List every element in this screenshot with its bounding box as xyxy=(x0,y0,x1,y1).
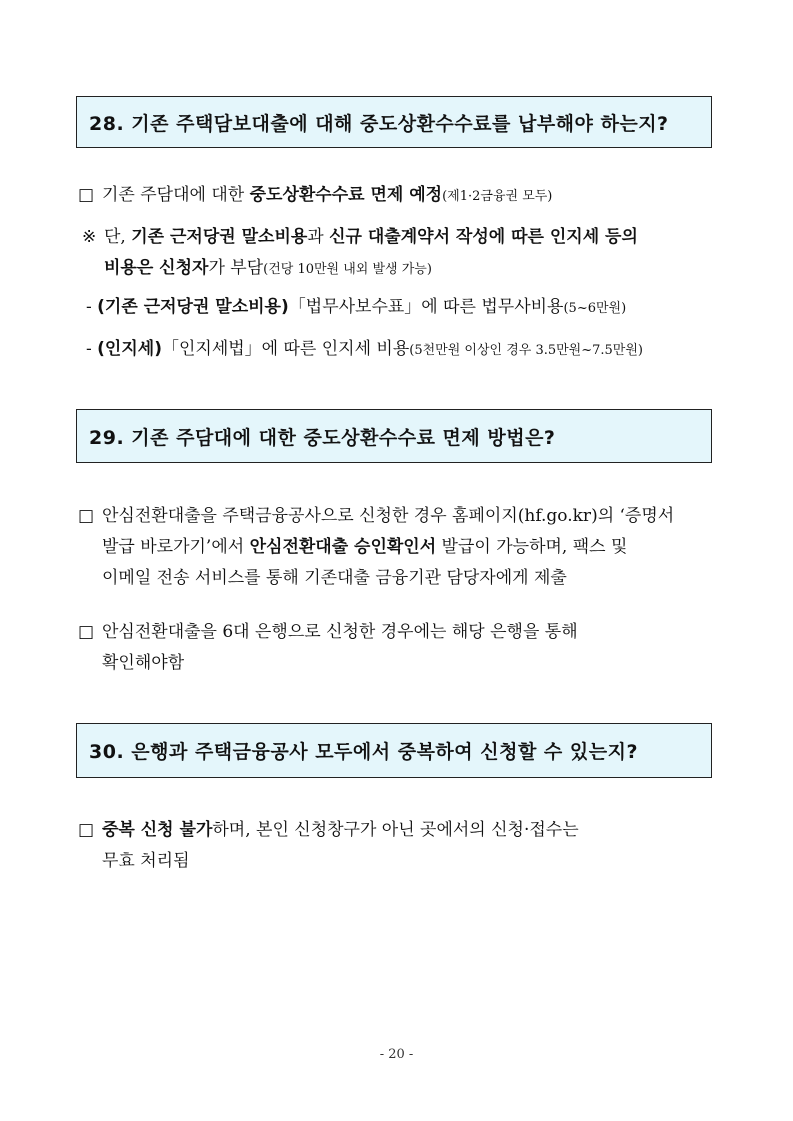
text: 이메일 전송 서비스를 통해 기존대출 금융기관 담당자에게 제출 xyxy=(102,568,567,588)
question-30-title: 30. 은행과 주택금융공사 모두에서 중복하여 신청할 수 있는지? xyxy=(89,741,638,763)
q28-note xyxy=(82,222,638,285)
dash: - xyxy=(86,297,98,317)
page-number: - 20 - xyxy=(379,1047,414,1062)
text: 무효 처리됨 xyxy=(102,851,190,871)
q28-sub-item-2 xyxy=(86,334,643,366)
text: 기존 주담대에 대한 xyxy=(102,185,250,205)
q29-paragraph-2 xyxy=(78,617,578,679)
checkbox-bullet-icon: □ xyxy=(78,820,95,840)
checkbox-bullet-icon: □ xyxy=(78,506,95,526)
reference-mark-icon: ※ xyxy=(82,227,97,247)
question-29-header xyxy=(76,409,712,463)
question-30-header xyxy=(76,723,712,778)
text: 「법무사보수표」에 따른 법무사비용 xyxy=(288,297,564,317)
bold-text: (인지세) xyxy=(97,339,162,359)
dash: - xyxy=(86,339,98,359)
checkbox-bullet-icon: □ xyxy=(78,622,95,642)
small-text: (5~6만원) xyxy=(563,301,627,316)
checkbox-bullet-icon: □ xyxy=(78,185,95,205)
question-28-title: 28. 기존 주택담보대출에 대해 중도상환수수료를 납부해야 하는지? xyxy=(89,112,669,135)
bold-text: 중도상환수수료 면제 예정 xyxy=(249,185,443,205)
text: 발급이 가능하며, 팩스 및 xyxy=(436,537,628,557)
small-text: (5천만원 이상인 경우 3.5만원~7.5만원) xyxy=(409,343,643,358)
question-29-title: 29. 기존 주담대에 대한 중도상환수수료 면제 방법은? xyxy=(89,426,556,449)
bold-text: 신규 대출계약서 작성에 따른 인지세 등의 xyxy=(329,227,638,247)
bold-text: 기존 근저당권 말소비용 xyxy=(131,227,308,247)
bold-text: (기존 근저당권 말소비용) xyxy=(97,297,289,317)
text: 가 부담 xyxy=(208,258,264,278)
text: 확인해야함 xyxy=(102,653,185,673)
text: 발급 바로가기’에서 xyxy=(102,537,250,557)
text: 단, xyxy=(104,227,132,247)
text: 하며, 본인 신청창구가 아닌 곳에서의 신청·접수는 xyxy=(212,820,579,840)
small-text: (제1·2금융권 모두) xyxy=(442,189,553,204)
bold-text: 비용은 신청자 xyxy=(104,258,209,278)
small-text: (건당 10만원 내외 발생 가능) xyxy=(263,262,432,277)
q28-sub-item-1 xyxy=(86,292,626,324)
bold-text: 중복 신청 불가 xyxy=(102,820,213,840)
bold-text: 안심전환대출 승인확인서 xyxy=(249,537,437,557)
text: 과 xyxy=(307,227,330,247)
text: 「인지세법」에 따른 인지세 비용 xyxy=(161,339,410,359)
q28-answer xyxy=(78,180,552,212)
text: 안심전환대출을 6대 은행으로 신청한 경우에는 해당 은행을 통해 xyxy=(102,622,578,642)
text: 안심전환대출을 주택금융공사으로 신청한 경우 홈페이지(hf.go.kr)의 ‘증명서 xyxy=(102,506,675,526)
q29-paragraph-1 xyxy=(78,501,674,594)
question-28-header xyxy=(76,96,712,148)
q30-paragraph-1 xyxy=(78,815,579,877)
